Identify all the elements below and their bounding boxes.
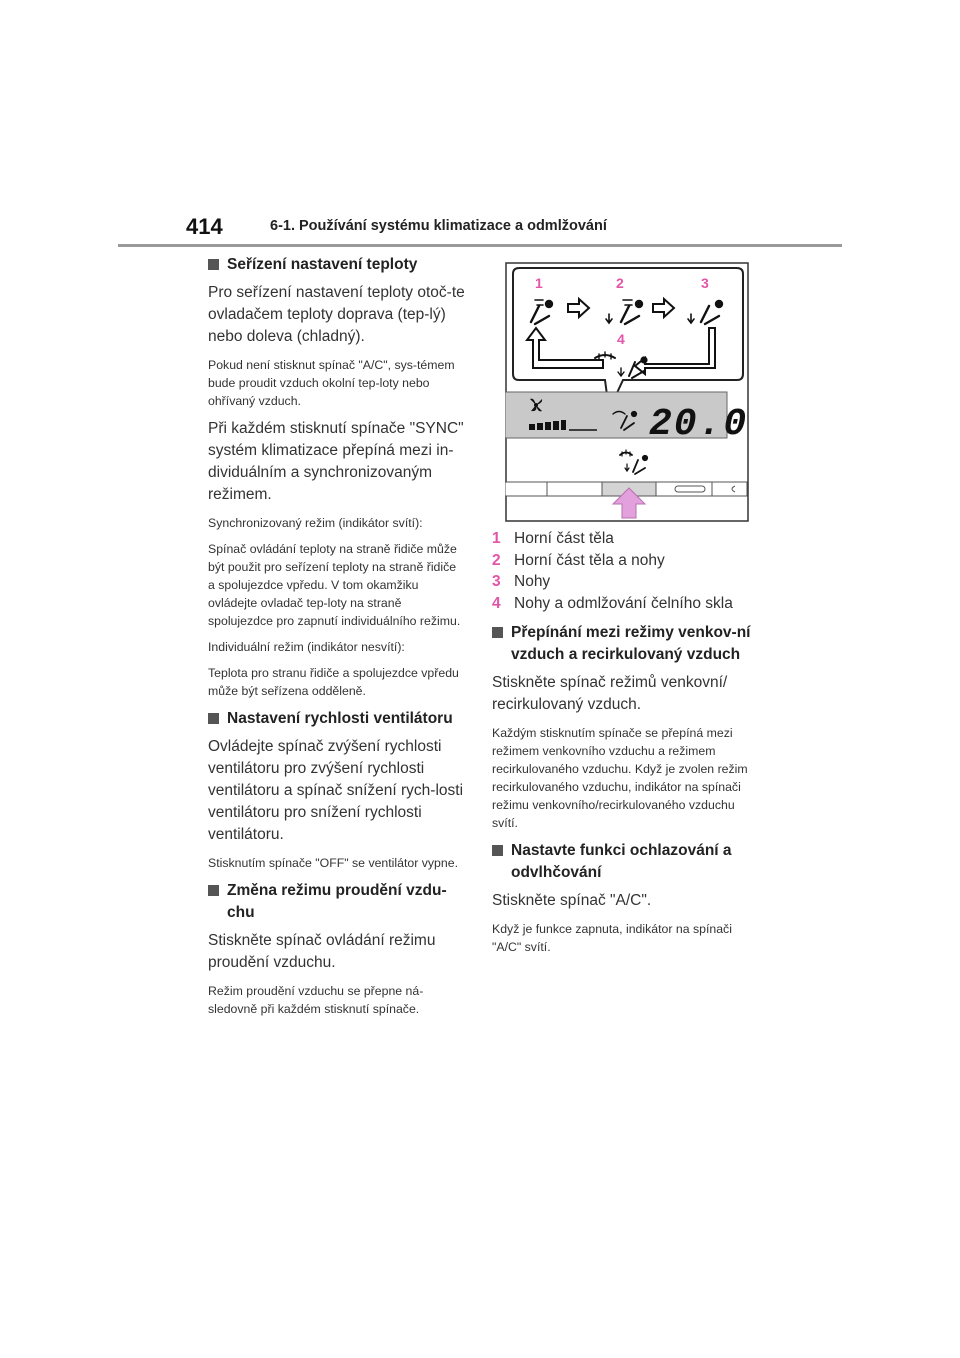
paragraph: Stiskněte spínač "A/C". — [492, 892, 652, 909]
section-heading-recirculation: Přepínání mezi režimy venkov-ní vzduch a recirkulovaný vzduch — [492, 622, 752, 666]
paragraph: Stiskněte spínač režimů venkovní/ recirkulovaný vzduch. — [492, 674, 728, 713]
right-column — [492, 528, 752, 964]
chapter-title: 6-1. Používání systému klimatizace a odmlžování — [270, 218, 607, 234]
note: Každým stisknutím spínače se přepíná mezi režimem venkovního vzduchu a režimem recirkulovaného vzduchu. Když je zvolen režim recirkulovaného vzduchu, indikátor na spínači režimu venkovního/recirkulovaného vzduchu svítí. — [492, 726, 748, 830]
note: Pokud není stisknut spínač "A/C", sys-témem bude proudit vzduch okolní tep-loty nebo ohřívaný vzduch. — [208, 358, 455, 408]
note: Spínač ovládání teploty na straně řidiče může být použit pro seřízení teploty na straně řidiče a spolujezdce vpředu. V tom okamžiku ovládejte ovladač tep-loty na straně spolujezdce pro zapnutí individuálního režimu. — [208, 542, 461, 628]
label-4: 4 — [617, 331, 625, 347]
bullet-square-icon — [208, 713, 219, 724]
paragraph: Ovládejte spínač zvýšení rychlosti ventilátoru pro zvýšení rychlosti ventilátoru a spínač snížení rych-losti ventilátoru pro snížení rychlosti ventilátoru. — [208, 738, 464, 843]
paragraph: Pro seřízení nastavení teploty otoč-te ovladačem teploty doprava (tep-lý) nebo doleva (chladný). — [208, 284, 465, 345]
airflow-mode-figure — [505, 262, 749, 522]
list-item: 3 Nohy — [492, 573, 551, 590]
note: Režim proudění vzduchu se přepne ná-sledovně při každém stisknutí spínače. — [208, 984, 424, 1016]
note: Stisknutím spínače "OFF" se ventilátor vypne. — [208, 856, 458, 870]
header-rule — [118, 244, 842, 247]
bullet-square-icon — [208, 885, 219, 896]
indicator-lamp — [675, 486, 705, 492]
mode-list — [492, 528, 752, 614]
left-column — [208, 254, 466, 1026]
label-1: 1 — [535, 275, 543, 291]
airflow-mode-diagram — [505, 262, 749, 522]
section-heading-temperature: Seřízení nastavení teploty — [208, 254, 466, 276]
list-item: 2 Horní část těla a nohy — [492, 551, 665, 569]
list-item: 4 Nohy a odmlžování čelního skla — [492, 594, 733, 612]
paragraph: Při každém stisknutí spínače "SYNC" systém klimatizace přepíná mezi in-dividuálním a synchronizovaným režimem. — [208, 420, 464, 503]
temperature-readout: 20.0 — [649, 403, 749, 446]
bullet-square-icon — [492, 627, 503, 638]
note: Teplota pro stranu řidiče a spolujezdce vpředu může být seřízena odděleně. — [208, 666, 459, 698]
bullet-square-icon — [492, 845, 503, 856]
label-2: 2 — [616, 275, 624, 291]
section-heading-fan: Nastavení rychlosti ventilátoru — [208, 708, 466, 730]
note: Když je funkce zapnuta, indikátor na spínači "A/C" svítí. — [492, 922, 732, 954]
paragraph: Stiskněte spínač ovládání režimu proudění vzduchu. — [208, 932, 436, 971]
list-item: 1 Horní část těla — [492, 530, 614, 547]
label-3: 3 — [701, 275, 709, 291]
page-number: 414 — [186, 214, 223, 239]
section-heading-ac: Nastavte funkci ochlazování a odvlhčování — [492, 840, 752, 884]
bullet-square-icon — [208, 259, 219, 270]
note: Synchronizovaný režim (indikátor svítí): — [208, 516, 423, 530]
note: Individuální režim (indikátor nesvítí): — [208, 640, 405, 654]
section-heading-airflow-mode: Změna režimu proudění vzdu-chu — [208, 880, 466, 924]
